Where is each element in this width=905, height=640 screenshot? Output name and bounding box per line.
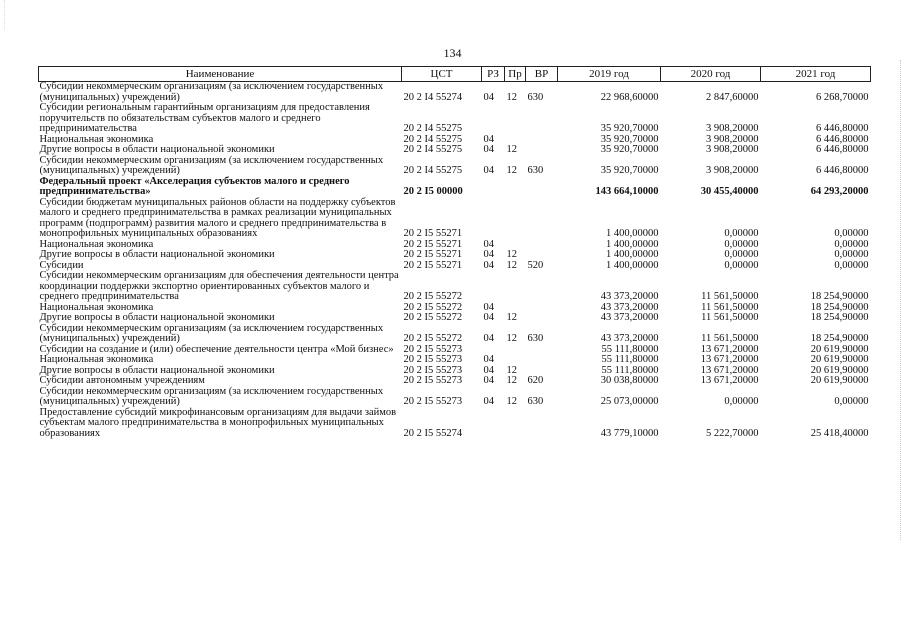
row-name-cell: Субсидии бюджетам муниципальных районов области на поддержку субъектов малого и среднего предпринимательства в рамках реализации муниципальных программ (подпрограмм) развития малого и среднего предпринимательства в монопрофильных муниципальных образованиях (39, 196, 396, 239)
row-rz-cell: 04 (483, 165, 494, 176)
row-pr-cell (505, 345, 526, 356)
budget-table (38, 66, 871, 439)
row-name-cell: Предоставление субсидий микрофинансовым организациям для выдачи займов субъектам малого предпринимательства в монопрофильных муниципальных образованиях (39, 406, 397, 439)
row-pr-cell: 12 (506, 396, 517, 407)
row-2020-cell: 11 561,50000 (701, 291, 759, 302)
row-vr-cell (526, 103, 558, 135)
row-pr-cell: 12 (506, 144, 517, 155)
column-header-vr: ВР (526, 67, 558, 82)
row-cst-cell: 20 2 I5 55272 (403, 291, 463, 302)
row-cst-cell: 20 2 I5 55271 (403, 228, 463, 239)
row-name-cell: Национальная экономика (39, 238, 154, 250)
row-2021-cell: 20 619,90000 (810, 354, 869, 365)
row-2020-cell: 2 847,60000 (706, 91, 759, 103)
row-rz-cell: 04 (483, 312, 494, 323)
row-pr-cell (505, 198, 526, 240)
row-pr-cell: 12 (506, 375, 517, 386)
row-2019-cell: 35 920,70000 (600, 165, 659, 176)
row-name-cell: Субсидии некоммерческим организациям (за исключением государственных (муниципальных) учреждений) (39, 154, 384, 176)
row-rz-cell (482, 177, 505, 198)
row-name-cell: Другие вопросы в области национальной экономики (39, 144, 275, 155)
row-2021-cell: 20 619,90000 (810, 375, 869, 386)
row-cst-cell: 20 2 I5 55273 (403, 364, 463, 376)
row-name-cell: Национальная экономика (39, 354, 154, 365)
row-2019-cell: 1 400,00000 (606, 238, 659, 250)
table-row (39, 376, 871, 387)
row-pr-cell (505, 355, 526, 366)
row-2019-cell: 30 038,80000 (600, 375, 659, 386)
row-cst-cell: 20 2 I5 55274 (403, 427, 463, 439)
column-header-2021: 2021 год (761, 67, 871, 82)
column-header-name: Наименование (39, 67, 402, 82)
row-rz-cell: 04 (483, 364, 494, 376)
row-vr-cell: 520 (527, 259, 544, 271)
table-row (39, 250, 871, 261)
row-rz-cell: 04 (483, 375, 494, 386)
row-2020-cell: 5 222,70000 (706, 427, 759, 439)
row-2021-cell: 25 418,40000 (810, 427, 869, 439)
table-row (39, 198, 871, 240)
row-2021-cell: 0,00000 (834, 259, 869, 271)
row-pr-cell: 12 (506, 249, 517, 260)
row-2019-cell: 43 373,20000 (600, 301, 659, 313)
row-name-cell: Субсидии некоммерческим организациям (за исключением государственных (муниципальных) учреждений) (39, 81, 384, 103)
row-2021-cell: 20 619,90000 (810, 343, 869, 355)
row-cst-cell: 20 2 I4 55275 (403, 165, 463, 176)
row-vr-cell: 630 (527, 333, 544, 344)
row-vr-cell: 630 (527, 165, 544, 176)
row-2020-cell: 11 561,50000 (701, 333, 759, 344)
row-vr-cell (526, 240, 558, 251)
row-name-cell: Национальная экономика (39, 133, 154, 145)
row-rz-cell: 04 (483, 354, 494, 365)
row-2019-cell: 1 400,00000 (606, 228, 659, 239)
row-rz-cell: 04 (483, 301, 494, 313)
column-header-cst: ЦСТ (402, 67, 482, 82)
row-rz-cell (482, 408, 505, 440)
row-2019-cell: 1 400,00000 (606, 259, 659, 271)
row-name-cell: Субсидии (39, 259, 84, 271)
row-rz-cell (482, 103, 505, 135)
table-header-row (39, 67, 871, 82)
row-name-cell: Другие вопросы в области национальной экономики (39, 312, 275, 323)
row-2021-cell: 18 254,90000 (810, 291, 869, 302)
row-vr-cell (526, 408, 558, 440)
row-2020-cell: 3 908,20000 (706, 165, 759, 176)
table-row (39, 82, 871, 104)
row-2021-cell: 6 446,80000 (816, 144, 869, 155)
row-vr-cell (526, 250, 558, 261)
table-row (39, 408, 871, 440)
row-cst-cell: 20 2 I4 55275 (403, 133, 463, 145)
scan-edge-marks (892, 60, 901, 540)
row-rz-cell: 04 (483, 259, 494, 271)
row-rz-cell: 04 (483, 144, 494, 155)
row-vr-cell: 620 (527, 375, 544, 386)
row-rz-cell: 04 (483, 238, 494, 250)
row-cst-cell: 20 2 I5 55272 (403, 301, 463, 313)
column-header-rz: РЗ (482, 67, 505, 82)
table-row (39, 324, 871, 345)
row-vr-cell (526, 355, 558, 366)
row-2020-cell: 3 908,20000 (706, 144, 759, 155)
table-row (39, 177, 871, 198)
row-2020-cell: 11 561,50000 (701, 301, 759, 313)
row-vr-cell (526, 313, 558, 324)
scan-edge-marks-left (4, 0, 6, 30)
row-rz-cell: 04 (483, 91, 494, 103)
row-2019-cell: 35 920,70000 (600, 133, 659, 145)
row-2021-cell: 6 446,80000 (816, 133, 869, 145)
row-2021-cell: 18 254,90000 (810, 312, 869, 323)
row-name-cell: Другие вопросы в области национальной экономики (39, 364, 275, 376)
row-2021-cell: 0,00000 (834, 238, 869, 250)
column-header-pr: Пр (505, 67, 526, 82)
row-2020-cell: 13 671,20000 (700, 375, 759, 386)
row-name-cell: Субсидии региональным гарантийным организациям для предоставления поручительств по обязательствам субъектов малого и среднего предпринимательства (39, 102, 370, 134)
row-vr-cell (526, 271, 558, 303)
row-pr-cell: 12 (506, 91, 517, 103)
row-cst-cell: 20 2 I5 55271 (403, 249, 463, 260)
row-name-cell: Другие вопросы в области национальной экономики (39, 249, 275, 260)
row-2020-cell: 13 671,20000 (700, 354, 759, 365)
row-rz-cell: 04 (483, 249, 494, 260)
row-name-cell: Национальная экономика (39, 301, 154, 313)
row-2021-cell: 6 268,70000 (816, 91, 869, 103)
row-2021-cell: 20 619,90000 (810, 364, 869, 376)
table-row (39, 355, 871, 366)
row-name-cell: Федеральный проект «Акселерация субъектов малого и среднего предпринимательства» (39, 175, 350, 197)
row-pr-cell: 12 (506, 333, 517, 344)
row-2019-cell: 25 073,00000 (600, 396, 659, 407)
row-2019-cell: 43 373,20000 (600, 312, 659, 323)
row-pr-cell (505, 177, 526, 198)
row-2021-cell: 64 293,20000 (810, 186, 869, 197)
row-2020-cell: 0,00000 (724, 249, 759, 260)
row-2019-cell: 55 111,80000 (601, 343, 659, 355)
row-pr-cell: 12 (506, 165, 517, 176)
row-vr-cell (526, 135, 558, 146)
column-header-2019: 2019 год (558, 67, 661, 82)
row-2019-cell: 43 373,20000 (600, 333, 659, 344)
row-2020-cell: 30 455,40000 (700, 186, 759, 197)
row-2021-cell: 0,00000 (834, 396, 869, 407)
row-cst-cell: 20 2 I4 55275 (403, 144, 463, 155)
row-2020-cell: 0,00000 (724, 259, 759, 271)
row-cst-cell: 20 2 I5 55273 (403, 354, 463, 365)
row-2021-cell: 18 254,90000 (810, 301, 869, 313)
row-2020-cell: 3 908,20000 (706, 123, 759, 134)
table-row (39, 387, 871, 408)
row-rz-cell (482, 198, 505, 240)
table-body (39, 82, 871, 440)
row-2020-cell: 0,00000 (724, 396, 759, 407)
row-2019-cell: 43 373,20000 (600, 291, 659, 302)
row-2021-cell: 18 254,90000 (810, 333, 869, 344)
row-vr-cell (526, 177, 558, 198)
row-cst-cell: 20 2 I4 55275 (403, 123, 463, 134)
row-name-cell: Субсидии некоммерческим организациям (за исключением государственных (муниципальных) учреждений) (39, 385, 384, 407)
row-pr-cell (505, 271, 526, 303)
row-2019-cell: 1 400,00000 (606, 249, 659, 260)
row-2019-cell: 43 779,10000 (600, 427, 659, 439)
row-cst-cell: 20 2 I5 55271 (403, 238, 463, 250)
row-2021-cell: 0,00000 (834, 228, 869, 239)
row-name-cell: Субсидии автономным учреждениям (39, 375, 205, 386)
row-pr-cell: 12 (506, 364, 517, 376)
row-pr-cell: 12 (506, 312, 517, 323)
row-pr-cell: 12 (506, 259, 517, 271)
row-2021-cell: 6 446,80000 (816, 123, 869, 134)
row-2019-cell: 55 111,80000 (601, 354, 659, 365)
row-2020-cell: 13 671,20000 (700, 364, 759, 376)
row-vr-cell: 630 (527, 396, 544, 407)
row-vr-cell (526, 198, 558, 240)
column-header-2020: 2020 год (661, 67, 761, 82)
row-pr-cell (505, 103, 526, 135)
row-vr-cell (526, 345, 558, 356)
row-cst-cell: 20 2 I5 00000 (403, 186, 463, 197)
table-row (39, 145, 871, 156)
row-vr-cell (526, 303, 558, 314)
row-name-cell: Субсидии некоммерческим организациям (за исключением государственных (муниципальных) учреждений) (39, 322, 384, 344)
row-2020-cell: 13 671,20000 (700, 343, 759, 355)
row-2019-cell: 55 111,80000 (601, 364, 659, 376)
row-2021-cell: 0,00000 (834, 249, 869, 260)
row-rz-cell: 04 (483, 333, 494, 344)
row-2020-cell: 0,00000 (724, 238, 759, 250)
row-2020-cell: 11 561,50000 (701, 312, 759, 323)
row-vr-cell: 630 (527, 91, 544, 103)
row-rz-cell (482, 271, 505, 303)
row-pr-cell (505, 408, 526, 440)
table-row (39, 313, 871, 324)
row-cst-cell: 20 2 I5 55273 (403, 396, 463, 407)
row-cst-cell: 20 2 I5 55273 (403, 375, 463, 386)
row-name-cell: Субсидии некоммерческим организациям для обеспечения деятельности центра координации поддержки экспортно ориентированных субъектов малого и среднего предпринимательства (39, 270, 399, 302)
row-rz-cell: 04 (483, 133, 494, 145)
page-number: 134 (443, 46, 462, 60)
row-2020-cell: 3 908,20000 (706, 133, 759, 145)
row-cst-cell: 20 2 I5 55272 (403, 333, 463, 344)
row-cst-cell: 20 2 I5 55273 (403, 343, 463, 355)
row-2019-cell: 143 664,10000 (595, 186, 659, 197)
row-rz-cell: 04 (483, 396, 494, 407)
table-row (39, 103, 871, 135)
row-vr-cell (526, 145, 558, 156)
row-2020-cell: 0,00000 (724, 228, 759, 239)
row-cst-cell: 20 2 I5 55271 (403, 259, 463, 271)
table-row (39, 271, 871, 303)
table-row (39, 156, 871, 177)
row-2019-cell: 35 920,70000 (600, 144, 659, 155)
row-2019-cell: 22 968,60000 (600, 91, 659, 103)
row-name-cell: Субсидии на создание и (или) обеспечение деятельности центра «Мой бизнес» (39, 343, 394, 355)
row-cst-cell: 20 2 I5 55272 (403, 312, 463, 323)
row-2021-cell: 6 446,80000 (816, 165, 869, 176)
row-cst-cell: 20 2 I4 55274 (403, 91, 463, 103)
row-2019-cell: 35 920,70000 (600, 123, 659, 134)
